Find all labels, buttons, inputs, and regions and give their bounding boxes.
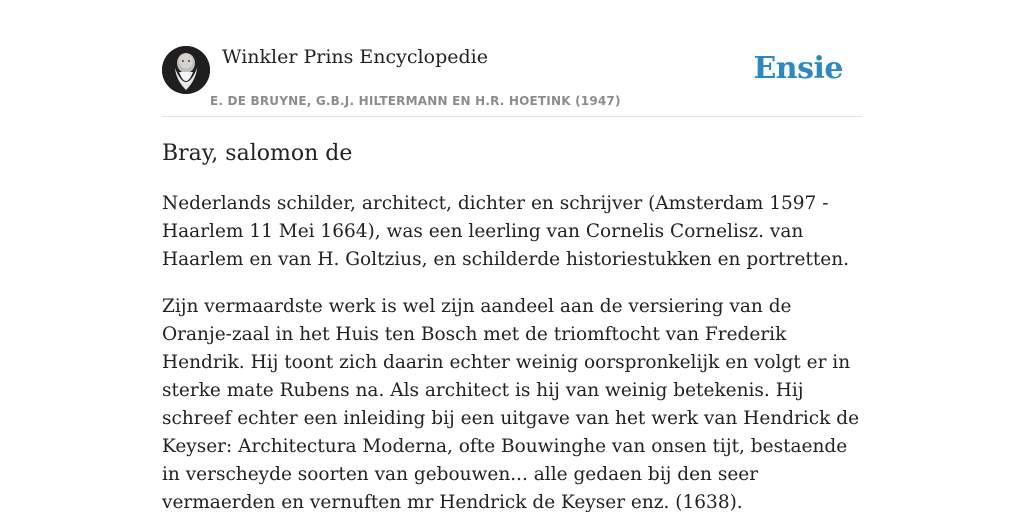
author-avatar[interactable]	[162, 46, 210, 94]
authors-line: E. DE BRUYNE, G.B.J. HILTERMANN EN H.R. HOETINK (1947)	[210, 94, 621, 108]
site-title[interactable]: Winkler Prins Encyclopedie	[222, 46, 488, 68]
header	[162, 46, 862, 117]
article	[162, 138, 862, 512]
article-title: Bray, salomon de	[162, 141, 353, 166]
article-paragraph: Zijn vermaardste werk is wel zijn aandeel aan de versiering van de Oranje-zaal in het Huis ten Bosch met de triomftocht van Frederik Hendrik. Hij toont zich daarin echter weinig oorspronkelijk en volgt er in sterke mate Rubens na. Als architect is hij van weinig betekenis. Hij schreef echter een inleiding bij een uitgave van het werk van Hendrick de Keyser: Architectura Moderna, ofte Bouwinghe van onsen tijt, bestaende in verscheyde soorten van gebouwen... alle gedaen bij den seer vermaerden en vernuften mr Hendrick de Keyser enz. (1638).	[162, 296, 860, 512]
brand-logo[interactable]: Ensie	[753, 51, 843, 86]
article-paragraph: Nederlands schilder, architect, dichter en schrijver (Amsterdam 1597 - Haarlem 11 Mei 1664), was een leerling van Cornelis Cornelisz. van Haarlem en van H. Goltzius, en schilderde historiestukken en portretten.	[162, 193, 850, 270]
bearded-man-portrait-icon	[162, 46, 210, 94]
